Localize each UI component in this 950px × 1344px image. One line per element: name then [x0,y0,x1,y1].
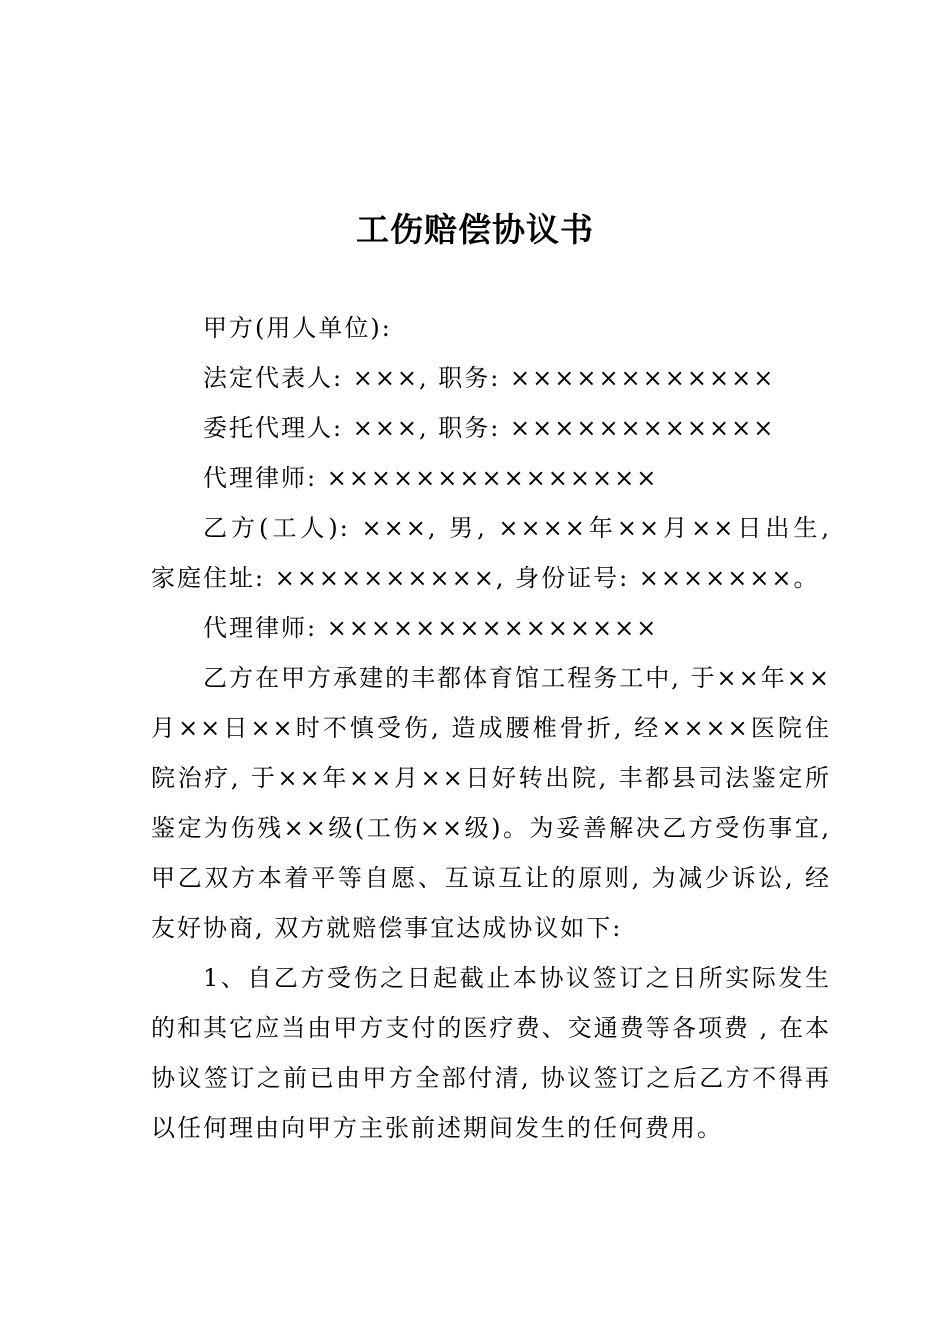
party-b-lawyer-line: 代理律师: ××××××××××××××× [203,614,659,642]
legal-representative-line: 法定代表人: ×××, 职务: ×××××××××××× [203,364,776,392]
party-b-paragraph: 乙方(工人): ×××, 男, ××××年××月××日出生, 家庭住址: ××××××××××, 身份证号: ×××××××。 [151,514,831,592]
clause-1-paragraph: 1、自乙方受伤之日起截止本协议签订之日所实际发生的和其它应当由甲方支付的医疗费、交通费等各项费 , 在本协议签订之前已由甲方全部付清, 协议签订之后乙方不得再以任何理由向甲方主张前述期间发生的任何费用。 [151,964,831,1142]
document-title: 工伤赔偿协议书 [356,210,594,249]
party-a-line: 甲方(用人单位): [203,314,392,342]
authorized-agent-line: 委托代理人: ×××, 职务: ×××××××××××× [203,414,776,442]
incident-paragraph: 乙方在甲方承建的丰都体育馆工程务工中, 于××年××月××日××时不慎受伤, 造成腰椎骨折, 经××××医院住院治疗, 于××年××月××日好转出院, 丰都县司法鉴定所鉴定为伤残××级(工伤××级)。为妥善解决乙方受伤事宜, 甲乙双方本着平等自愿、互谅互让的原则, 为减少诉讼, 经友好协商, 双方就赔偿事宜达成协议如下: [151,664,831,942]
party-a-lawyer-line: 代理律师: ××××××××××××××× [203,464,659,492]
document-body [151,303,831,1153]
